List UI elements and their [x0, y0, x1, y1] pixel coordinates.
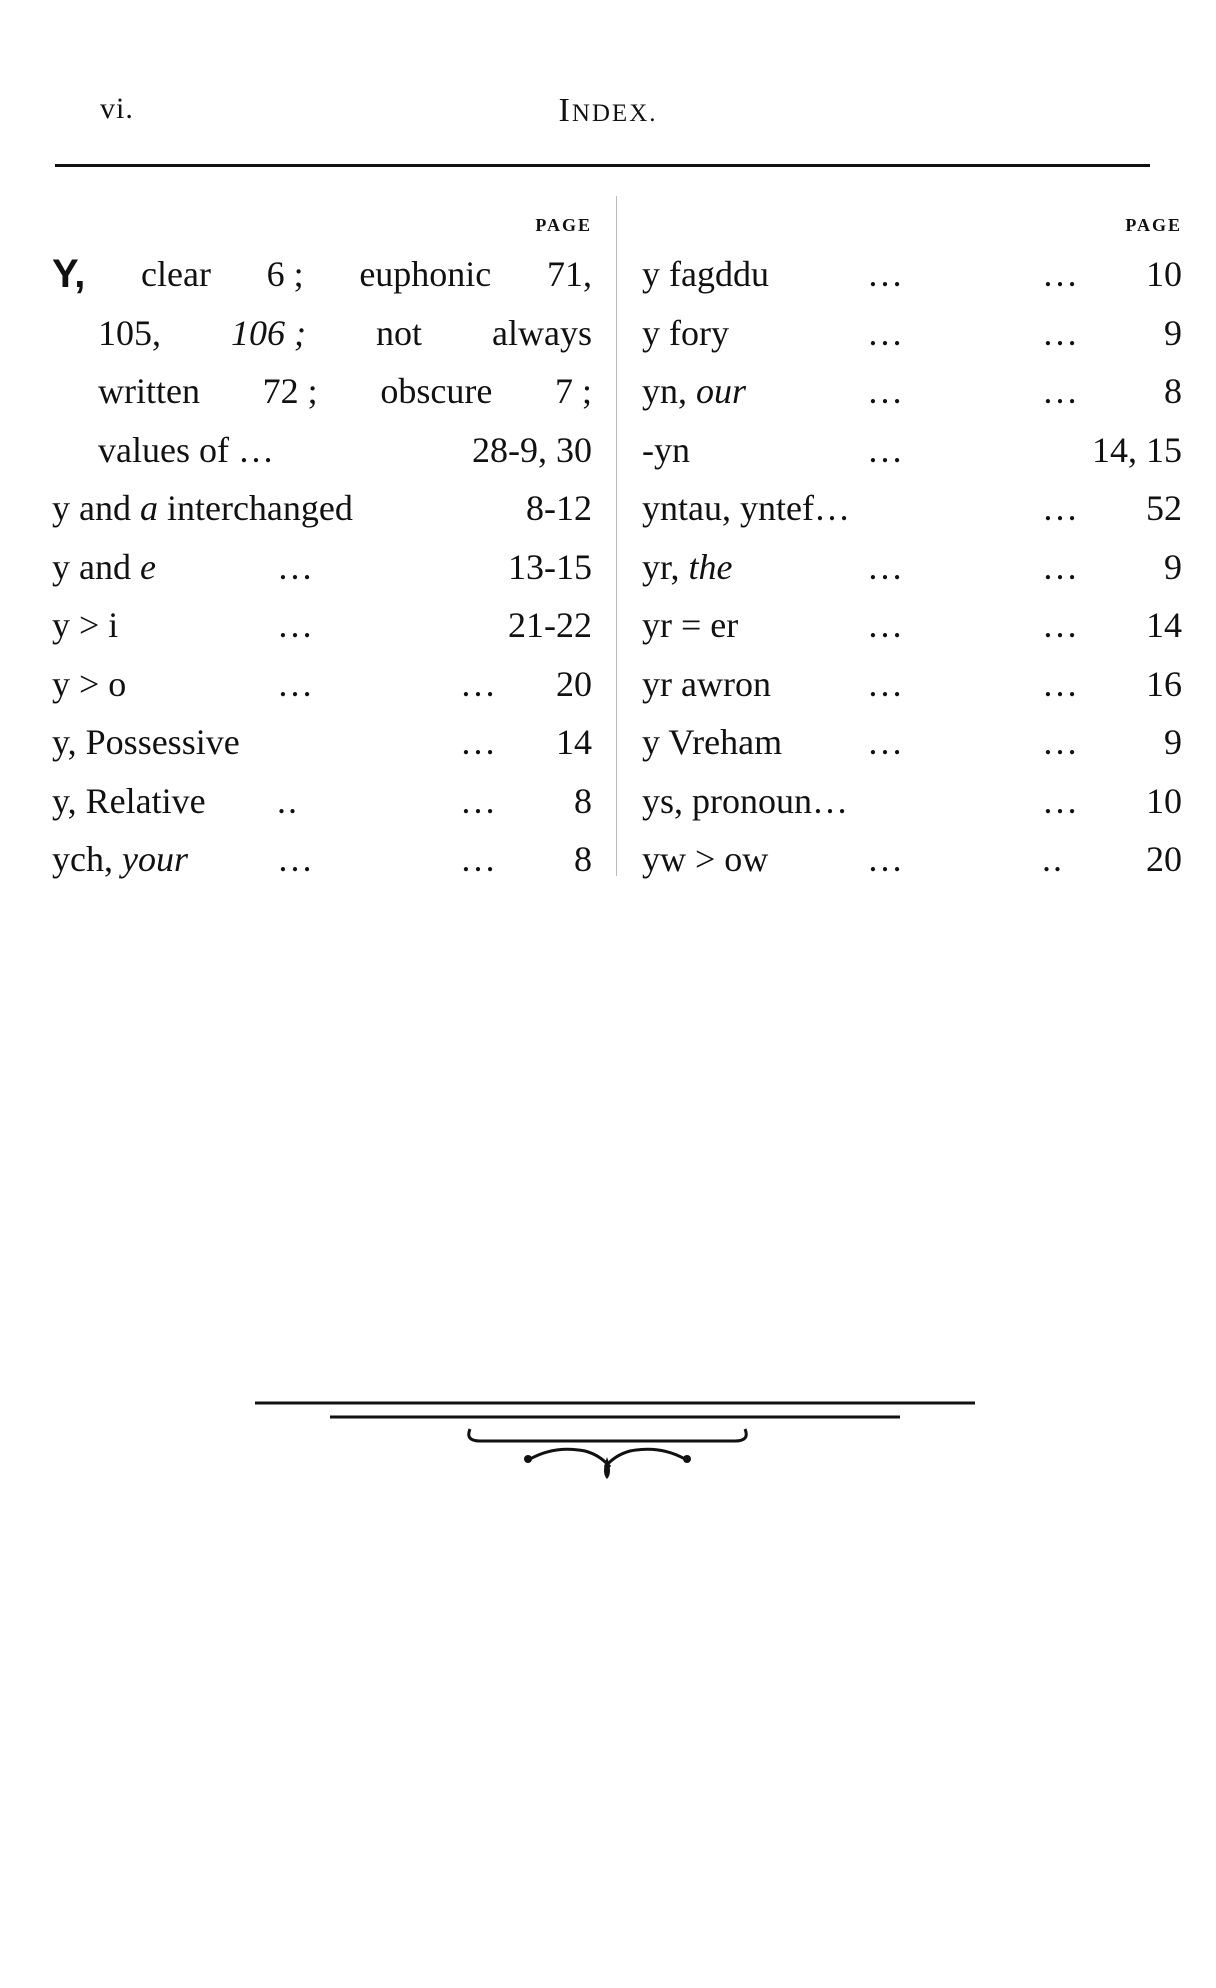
entry-term — [52, 538, 156, 597]
entry-term — [642, 479, 850, 538]
entry-text: values of — [98, 429, 229, 470]
entry-text: clear — [141, 254, 211, 294]
entry-page: 9 — [1164, 722, 1182, 762]
entry-term — [642, 362, 746, 421]
entry-text: obscure — [380, 371, 493, 411]
entry-page: 10 — [1146, 780, 1182, 821]
index-entry-list — [642, 245, 1182, 889]
index-entry-line — [52, 245, 592, 304]
leader-dots: … — [1042, 312, 1080, 353]
entry-term-text: y and — [52, 488, 140, 528]
ornament-flourish-left — [530, 1449, 610, 1467]
entry-term-text: interchanged — [157, 488, 353, 528]
header-rule — [55, 164, 1150, 167]
entry-term-text: y fory — [642, 312, 729, 353]
leader-dots: … — [867, 722, 905, 762]
entry-term-italic: our — [696, 371, 747, 411]
entry-text: euphonic — [359, 254, 492, 294]
leader-dots: … — [1042, 605, 1080, 645]
entry-term-text: yr, — [642, 546, 689, 587]
index-entry — [642, 655, 1182, 714]
ornament-flourish-right — [605, 1449, 685, 1467]
index-entry — [642, 772, 1182, 831]
entry-text: written — [98, 371, 200, 411]
index-entry — [642, 245, 1182, 304]
entry-term-text: yw > ow — [642, 839, 769, 879]
index-entry — [642, 538, 1182, 597]
index-entry — [52, 772, 592, 831]
leader-dots: … — [867, 546, 905, 587]
entry-term-italic: a — [139, 488, 158, 528]
page-title — [0, 92, 1216, 130]
entry-page: 14 — [1146, 605, 1182, 645]
entry-page: 105, — [98, 312, 161, 353]
entry-term-text: yn, — [642, 371, 696, 411]
page-title-initial: I — [558, 92, 572, 129]
entry-text: always — [492, 312, 592, 353]
entry-term-italic: your — [121, 839, 188, 879]
headword: Y, — [52, 252, 86, 296]
leader-dots: … — [1042, 371, 1080, 411]
entry-page: 20 — [1146, 839, 1182, 879]
entry-page: 71, — [546, 254, 592, 294]
entry-text: not — [376, 312, 423, 353]
entry-page: 8-12 — [526, 488, 592, 528]
entry-term — [52, 830, 188, 889]
index-entry — [52, 479, 592, 538]
entry-page: 106 ; — [231, 312, 306, 353]
entry-term — [642, 655, 771, 714]
leader-dots: … — [1042, 488, 1080, 528]
index-entry — [642, 713, 1182, 772]
index-entry — [642, 479, 1182, 538]
entry-term-text: yr = er — [642, 605, 739, 645]
entry-page: 8 — [1164, 371, 1182, 411]
entry-page: 28-9, 30 — [472, 429, 592, 470]
entry-term-italic: e — [139, 546, 156, 587]
entry-page: 6 ; — [266, 254, 304, 294]
leader-dots: … — [277, 663, 315, 704]
leader-dots: … — [867, 371, 905, 411]
index-entry-line — [52, 421, 592, 480]
entry-page: 13-15 — [508, 546, 592, 587]
entry-term-text: ys, pronoun… — [642, 780, 848, 821]
entry-term-text: y fagddu — [642, 254, 769, 294]
index-entry — [52, 538, 592, 597]
leader-dots: … — [237, 429, 274, 470]
page-number: vi. — [100, 92, 134, 125]
entry-term-text: yr awron — [642, 663, 771, 704]
entry-term — [642, 772, 848, 831]
entry-term: y, Possessive — [52, 722, 240, 762]
leader-dots: … — [460, 780, 498, 821]
entry-term — [642, 596, 738, 655]
leader-dots: … — [867, 663, 905, 704]
ornament-bracket — [469, 1429, 747, 1441]
leader-dots: … — [277, 839, 315, 879]
index-entry-line — [52, 304, 592, 363]
entry-page: 14 — [556, 722, 592, 762]
index-entry-line — [52, 362, 592, 421]
entry-term — [642, 830, 768, 889]
entry-page: 21-22 — [508, 605, 592, 645]
page-title-rest: NDEX. — [571, 100, 658, 127]
leader-dots: … — [867, 839, 905, 879]
index-column-left — [52, 215, 592, 889]
entry-term — [642, 245, 769, 304]
entry-term-text: y and — [52, 546, 140, 587]
index-entry — [642, 596, 1182, 655]
leader-dots: … — [460, 663, 498, 704]
index-entry — [642, 362, 1182, 421]
leader-dots: … — [867, 312, 905, 353]
entry-term: y > i — [52, 605, 119, 645]
entry-page: 20 — [556, 663, 592, 704]
tailpiece-ornament — [255, 1395, 975, 1495]
entry-page: 16 — [1146, 663, 1182, 704]
leader-dots: .. — [277, 780, 299, 821]
index-entry — [642, 304, 1182, 363]
index-entry — [52, 596, 592, 655]
leader-dots: … — [867, 605, 905, 645]
index-entry — [642, 421, 1182, 480]
leader-dots: … — [1042, 546, 1080, 587]
leader-dots: … — [277, 605, 315, 645]
entry-page: 72 ; — [262, 371, 318, 411]
leader-dots: … — [277, 546, 315, 587]
leader-dots: … — [867, 429, 905, 470]
entry-term-italic: the — [688, 546, 733, 587]
entry-page: 14, 15 — [1092, 429, 1182, 470]
entry-term-text: y Vreham — [642, 722, 783, 762]
column-divider — [616, 196, 617, 876]
index-entry — [52, 713, 592, 772]
leader-dots: … — [1042, 254, 1080, 294]
entry-term — [642, 538, 733, 597]
entry-page: 9 — [1164, 312, 1182, 353]
leader-dots: … — [1042, 722, 1080, 762]
entry-term — [642, 713, 782, 772]
entry-page: 8 — [574, 839, 592, 879]
entry-term: y > o — [52, 663, 127, 704]
entry-term — [642, 421, 690, 480]
leader-dots: … — [867, 254, 905, 294]
entry-term-text: -yn — [642, 429, 690, 470]
index-entry — [52, 830, 592, 889]
leader-dots: … — [460, 839, 498, 879]
index-entry — [52, 655, 592, 714]
entry-page: 10 — [1146, 254, 1182, 294]
entry-term: y, Relative — [52, 780, 206, 821]
entry-page: 9 — [1164, 546, 1182, 587]
leader-dots: … — [1042, 780, 1080, 821]
index-entry — [642, 830, 1182, 889]
ornament-dot-right — [683, 1455, 691, 1463]
page-column-label: PAGE — [1125, 215, 1182, 235]
entry-term-text: yntau, yntef… — [642, 488, 850, 528]
entry-term — [642, 304, 729, 363]
ornament-dot-left — [524, 1455, 532, 1463]
index-column-right — [642, 215, 1182, 889]
leader-dots: … — [460, 722, 498, 762]
leader-dots: … — [1042, 663, 1080, 704]
entry-term-text: ych, — [52, 839, 122, 879]
index-entry-y — [52, 245, 592, 479]
page-column-label: PAGE — [535, 215, 592, 235]
entry-page: 7 ; — [554, 371, 592, 411]
entry-page: 8 — [574, 780, 592, 821]
leader-dots: .. — [1042, 839, 1064, 879]
entry-page: 52 — [1146, 488, 1182, 528]
entry-term — [52, 479, 353, 538]
